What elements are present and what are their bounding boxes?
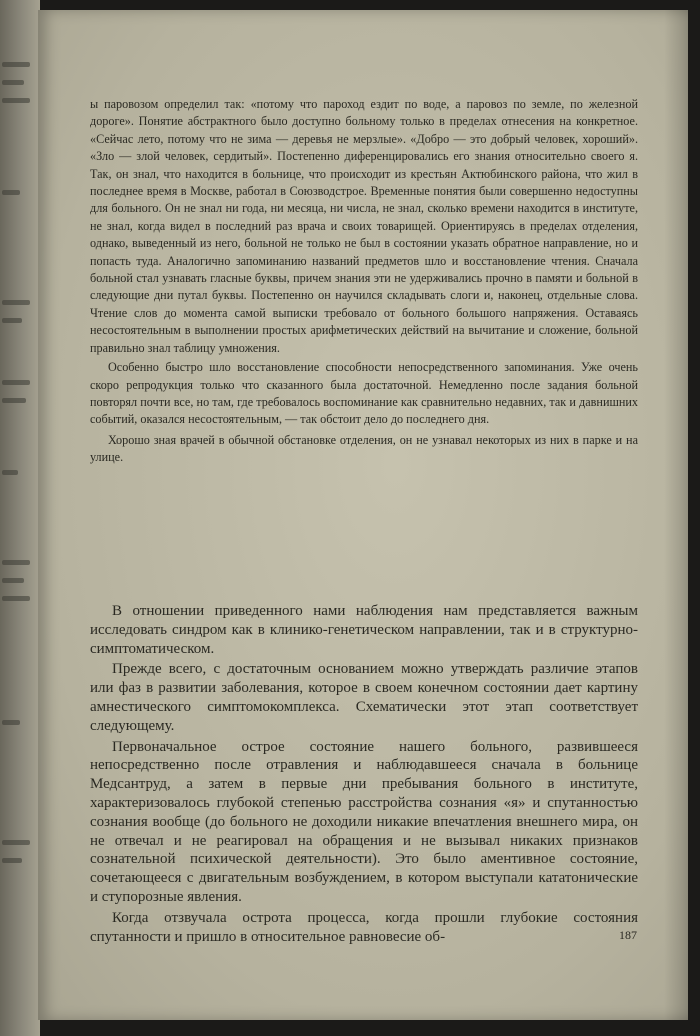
paragraph-memory-recovery: Особенно быстро шло восстановление способности непосредственного запоминания. Уже очень скоро репродукция только что сказанного была достаточной. Немедленно после задания больной повторял почти все, но там, где требовалось воспоминание как сравнительно недавних, так и давнишних событий, оказался несостоятельным, — так обстоит дело до последнего дня.: [90, 360, 638, 427]
paragraph-case-observations: ы паровозом определил так: «потому что пароход ездит по воде, а паровоз по земле, по железной дороге». Понятие абстрактного было доступно больному только в пределах отнесения на конкретное. «Сейчас лето, потому что не зима — деревья не мерзлые». «Добро — это добрый человек, хороший». «Зло — злой человек, сердитый». Постепенно диференцировались его знания относительно своего я. Так, он знал, что находится в больнице, что происходит из крестьян Актюбинского района, что жил в последнее время в Москве, работал в Союзводстрое. Временные понятия были совершенно недоступны для больного. Он не знал ни года, ни месяца, ни числа, не знал, сколько времени находится в институте, не знал, когда видел в последний раз врача и своих товарищей. Ориентируясь в пределах отделения, однако, выведенный из него, больной не только не был в состоянии указать обратное направление, но и попасть туда. Аналогично запоминанию названий предметов шло и восстановление чтения. Сначала больной стал узнавать гласные буквы, причем знания эти не удерживались прочно в памяти и больной в следующие дни путал буквы. Постепенно он научился складывать слоги и, наконец, отдельные слова. Чтение слов до момента самой выписки требовало от больного большого напряжения. Оставаясь несостоятельным в выполнении простых арифметических действий на вычитание и сложение, больной правильно знал таблицу умножения.: [90, 97, 638, 355]
paragraph-subsiding: Когда отзвучала острота процесса, когда прошли глубокие состояния спутанности и пришло в относительное равновесие об-: [90, 909, 638, 945]
left-page-edge: [0, 0, 40, 1036]
case-history-small-print: [90, 96, 638, 467]
paragraph-discussion-intro: В отношении приведенного нами наблюдения нам представляется важным исследовать синдром как в клинико-генетическом направлении, так и в структурно-симптоматическом.: [90, 603, 638, 657]
paragraph-recognition: Хорошо зная врачей в обычной обстановке отделения, он не узнавал некоторых из них в парке и на улице.: [90, 432, 638, 465]
page-number: 187: [619, 928, 637, 942]
book-page: [38, 10, 688, 1020]
paragraph-acute-state: Первоначальное острое состояние нашего больного, развившееся непосредственно после отравления и наблюдавшееся сначала в больнице Медсантруд, а затем в первые дни пребывания больного в институте, характеризовалось глубокой степенью расстройства сознания «я» и спутанностью сознания вообще (до больного не доходили никакие впечатления внешнего мира, он не отвечал и не реагировал на обращения и не вызывал никаких признаков сознательной психической деятельности). Это было аментивное состояние, сочетающееся с двигательным возбуждением, в котором выступали кататонические и ступорозные явления.: [90, 738, 638, 905]
paragraph-phases: Прежде всего, с достаточным основанием можно утверждать различие этапов или фаз в развитии заболевания, которое в своем конечном состоянии дает картину амнестического симптомокомплекса. Схематически этот этап соответствует следующему.: [90, 661, 638, 734]
discussion-main-text: [90, 602, 638, 946]
